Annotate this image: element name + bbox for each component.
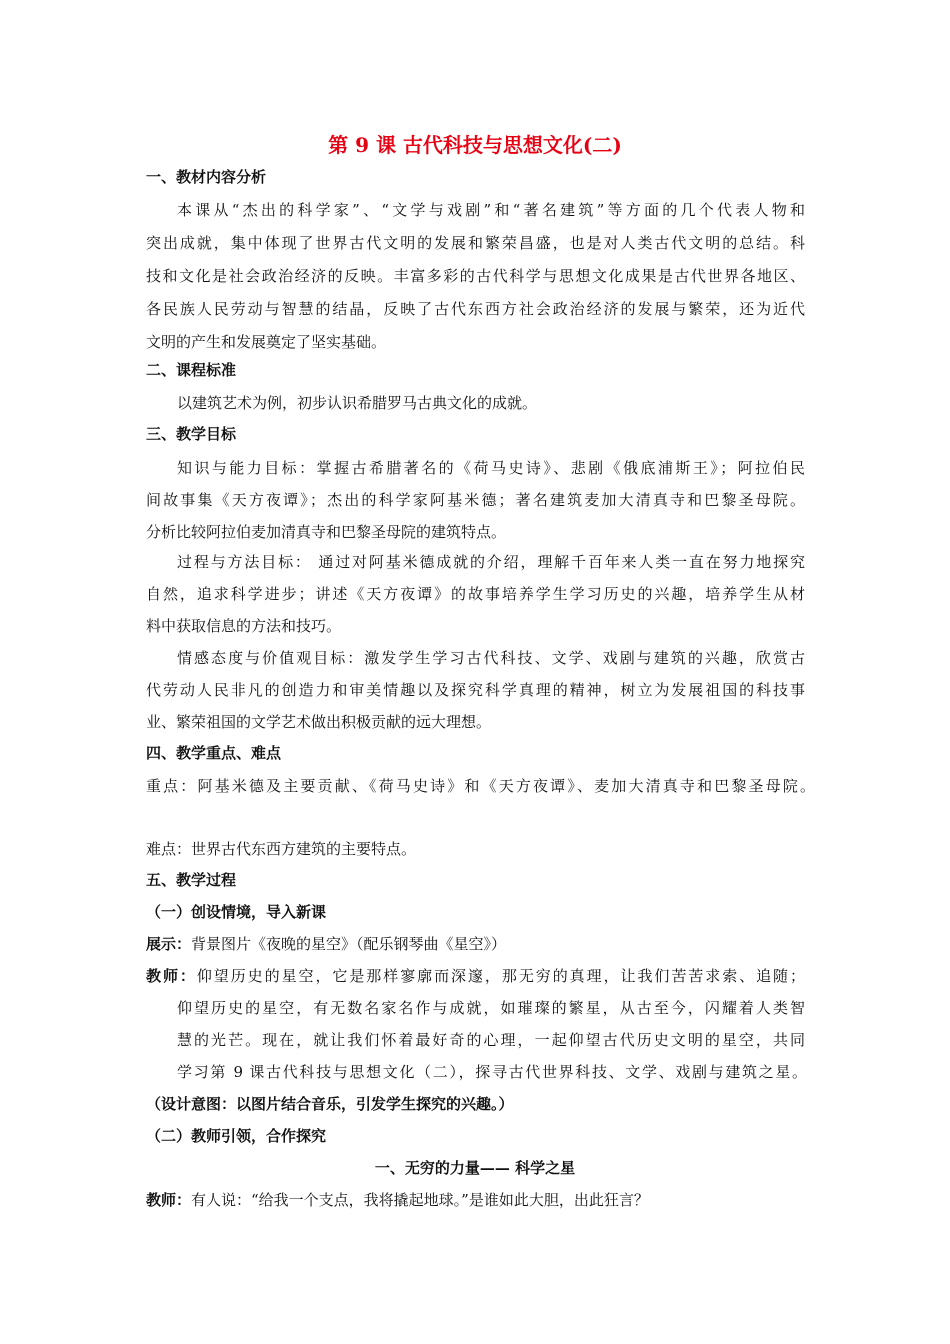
- teacher-text: 仰望历史的星空，它是那样寥廓而深邃，那无穷的真理，让我们苦苦求索、追随；: [196, 967, 805, 985]
- section-heading-goals: 三、教学目标: [146, 425, 237, 443]
- paragraph-line: 突出成就，集中体现了世界古代文明的发展和繁荣昌盛，也是对人类古代文明的总结。科: [146, 234, 805, 252]
- paragraph-line: 各民族人民劳动与智慧的结晶，反映了古代东西方社会政治经济的发展与繁荣，还为近代: [146, 300, 805, 318]
- difficult-points-line: 难点：世界古代东西方建筑的主要特点。: [146, 840, 417, 858]
- paragraph-line: 自然，追求科学进步；讲述《天方夜谭》的故事培养学生学习历史的兴趣，培养学生从材: [146, 585, 805, 603]
- paragraph-line: 知识与能力目标：掌握古希腊著名的《荷马史诗》、悲剧《俄底浦斯王》；阿拉伯民: [177, 459, 805, 477]
- paragraph-line: 间故事集《天方夜谭》；杰出的科学家阿基米德；著名建筑麦加大清真寺和巴黎圣母院。: [146, 491, 805, 509]
- sub-heading-science: 一、无穷的力量—— 科学之星: [374, 1159, 576, 1177]
- paragraph-line: 本课从“杰出的科学家”、“文学与戏剧”和“著名建筑”等方面的几个代表人物和: [177, 201, 805, 219]
- paragraph-line: 以建筑艺术为例，初步认识希腊罗马古典文化的成就。: [177, 394, 538, 412]
- paragraph-line: 代劳动人民非凡的创造力和审美情趣以及探究科学真理的精神，树立为发展祖国的科技事: [146, 681, 805, 699]
- paragraph-line: 分析比较阿拉伯麦加清真寺和巴黎圣母院的建筑特点。: [146, 523, 507, 541]
- paragraph-line: 过程与方法目标： 通过对阿基米德成就的介绍，理解千百年来人类一直在努力地探究: [177, 553, 805, 571]
- teacher-question-line: [146, 1190, 649, 1210]
- teacher-line: [146, 966, 805, 986]
- section-heading-focus: 四、教学重点、难点: [146, 744, 282, 762]
- section-heading-process: 五、教学过程: [146, 871, 237, 889]
- paragraph-line: 慧的光芒。现在，就让我们怀着最好奇的心理，一起仰望古代历史文明的星空，共同: [177, 1031, 805, 1049]
- paragraph-line: 业、繁荣祖国的文学艺术做出积极贡献的远大理想。: [146, 713, 492, 731]
- design-note: （设计意图：以图片结合音乐，引发学生探究的兴趣。）: [146, 1095, 514, 1113]
- key-points-line: 重点：阿基米德及主要贡献、《荷马史诗》和《天方夜谭》、麦加大清真寺和巴黎圣母院。: [146, 777, 815, 795]
- section-heading-analysis: 一、教材内容分析: [146, 168, 267, 186]
- paragraph-line: 料中获取信息的方法和技巧。: [146, 617, 342, 635]
- teacher-label: 教师：: [146, 1191, 192, 1209]
- step-heading-intro: （一）创设情境，导入新课: [146, 903, 327, 921]
- paragraph-line: 文明的产生和发展奠定了坚实基础。: [146, 333, 387, 351]
- teacher-label: 教师：: [146, 967, 197, 985]
- step-heading-explore: （二）教师引领，合作探究: [146, 1127, 327, 1145]
- show-line: [146, 934, 506, 954]
- teacher-question-text: 有人说：“给我一个支点，我将撬起地球。”是谁如此大胆，出此狂言？: [191, 1191, 649, 1209]
- show-label: 展示：: [146, 935, 192, 953]
- section-heading-standard: 二、课程标准: [146, 361, 237, 379]
- paragraph-line: 学习第 9 课古代科技与思想文化（二），探寻古代世界科技、文学、戏剧与建筑之星。: [177, 1063, 807, 1081]
- paragraph-line: 仰望历史的星空，有无数名家名作与成就，如璀璨的繁星，从古至今，闪耀着人类智: [177, 999, 805, 1017]
- paragraph-line: 情感态度与价值观目标：激发学生学习古代科技、文学、戏剧与建筑的兴趣，欣赏古: [177, 649, 805, 667]
- paragraph-line: 技和文化是社会政治经济的反映。丰富多彩的古代科学与思想文化成果是古代世界各地区、: [146, 267, 805, 285]
- show-text: 背景图片《夜晚的星空》（配乐钢琴曲《星空》）: [191, 935, 507, 953]
- lesson-title: 第 9 课 古代科技与思想文化(二): [328, 133, 622, 157]
